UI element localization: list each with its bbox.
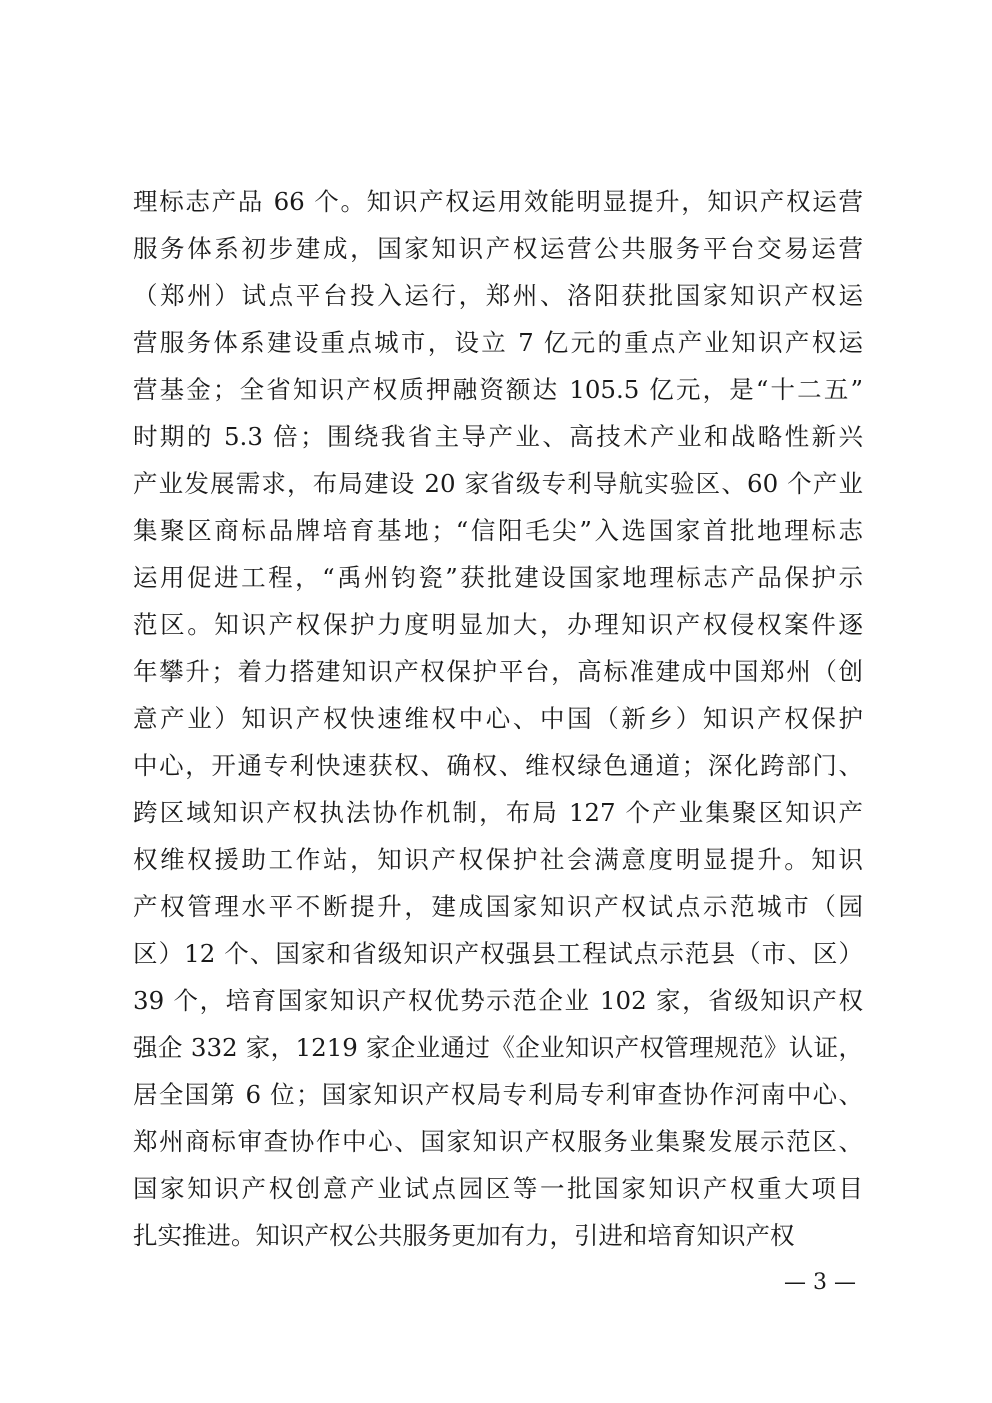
text-line: 年攀升；着力搭建知识产权保护平台，高标准建成中国郑州（创 bbox=[133, 657, 863, 686]
text-line: 时期的 5.3 倍；围绕我省主导产业、高技术产业和战略性新兴 bbox=[133, 422, 863, 451]
text-line: 中心，开通专利快速获权、确权、维权绿色通道；深化跨部门、 bbox=[133, 751, 863, 780]
text-line: 跨区域知识产权执法协作机制，布局 127 个产业集聚区知识产 bbox=[133, 798, 863, 827]
text-line: 扎实推进。知识产权公共服务更加有力，引进和培育知识产权 bbox=[133, 1221, 795, 1250]
text-line: 营基金；全省知识产权质押融资额达 105.5 亿元，是“十二五” bbox=[133, 375, 863, 404]
text-line: 产权管理水平不断提升，建成国家知识产权试点示范城市（园 bbox=[133, 892, 863, 921]
text-line: 服务体系初步建成，国家知识产权运营公共服务平台交易运营 bbox=[133, 234, 863, 263]
text-line: 意产业）知识产权快速维权中心、中国（新乡）知识产权保护 bbox=[133, 704, 863, 733]
text-line: 集聚区商标品牌培育基地；“信阳毛尖”入选国家首批地理标志 bbox=[133, 516, 863, 545]
text-line: 居全国第 6 位；国家知识产权局专利局专利审查协作河南中心、 bbox=[133, 1080, 863, 1109]
text-line: 39 个，培育国家知识产权优势示范企业 102 家，省级知识产权 bbox=[133, 986, 863, 1015]
text-line: 区）12 个、国家和省级知识产权强县工程试点示范县（市、区） bbox=[133, 939, 863, 968]
text-line: 理标志产品 66 个。知识产权运用效能明显提升，知识产权运营 bbox=[133, 187, 863, 216]
body-text bbox=[133, 178, 863, 1259]
page-number: — 3 — bbox=[784, 1270, 856, 1295]
text-line: 郑州商标审查协作中心、国家知识产权服务业集聚发展示范区、 bbox=[133, 1127, 863, 1156]
text-line: 产业发展需求，布局建设 20 家省级专利导航实验区、60 个产业 bbox=[133, 469, 863, 498]
text-line: 强企 332 家，1219 家企业通过《企业知识产权管理规范》认证， bbox=[133, 1033, 863, 1062]
text-line: 运用促进工程，“禹州钧瓷”获批建设国家地理标志产品保护示 bbox=[133, 563, 863, 592]
text-line: 国家知识产权创意产业试点园区等一批国家知识产权重大项目 bbox=[133, 1174, 863, 1203]
text-line: （郑州）试点平台投入运行，郑州、洛阳获批国家知识产权运 bbox=[133, 281, 863, 310]
text-line: 营服务体系建设重点城市，设立 7 亿元的重点产业知识产权运 bbox=[133, 328, 863, 357]
text-line: 权维权援助工作站，知识产权保护社会满意度明显提升。知识 bbox=[133, 845, 863, 874]
text-line: 范区。知识产权保护力度明显加大，办理知识产权侵权案件逐 bbox=[133, 610, 863, 639]
